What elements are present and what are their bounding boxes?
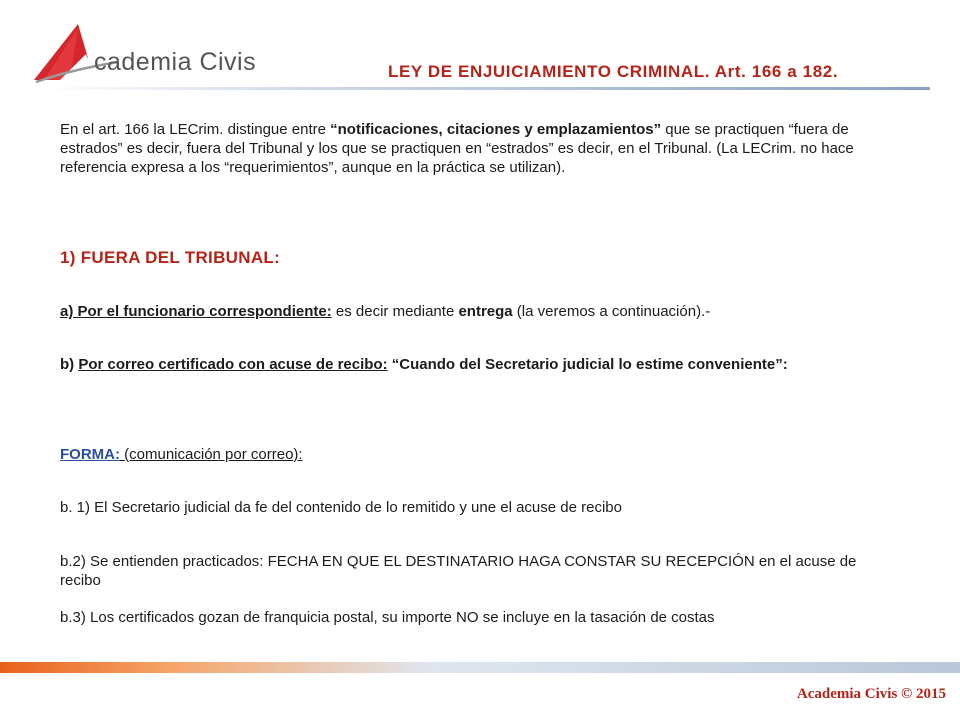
- item-a-text-2: (la veremos a continuación).-: [512, 303, 711, 320]
- intro-bold-terms: “notificaciones, citaciones y emplazamientos”: [330, 121, 662, 138]
- title-divider: [40, 87, 930, 90]
- slide-title: LEY DE ENJUICIAMIENTO CRIMINAL. Art. 166 a 182.: [388, 62, 839, 81]
- intro-paragraph: [60, 120, 880, 177]
- item-b: [60, 355, 880, 374]
- logo-text: cademia Civis: [94, 48, 257, 76]
- intro-text-1: En el art. 166 la LECrim. distingue entre: [60, 121, 331, 138]
- item-b-prefix: b): [60, 356, 79, 373]
- section-heading: 1) FUERA DEL TRIBUNAL:: [60, 248, 281, 267]
- forma-line: [60, 445, 880, 464]
- item-a-label: a) Por el funcionario correspondiente:: [60, 303, 332, 320]
- item-b3: b.3) Los certificados gozan de franquicia postal, su importe NO se incluye en la tasación de costas: [60, 609, 715, 626]
- forma-label: FORMA:: [60, 446, 120, 463]
- item-a-bold: entrega: [458, 303, 513, 320]
- footer-bar: [0, 662, 960, 673]
- item-b1: b. 1) El Secretario judicial da fe del contenido de lo remitido y une el acuse de recibo: [60, 499, 622, 516]
- forma-text: (comunicación por correo):: [120, 446, 303, 463]
- item-a: [60, 302, 880, 321]
- academia-civis-logo: [30, 18, 257, 88]
- intro-text-2: que se practiquen “fuera de estrados” es decir, fuera del Tribunal y los que se practiquen en “estrados” es decir, en el Tribunal. (La LECrim. no hace referencia expresa a los “requerimientos”, aunque en la práctica se utilizan).: [60, 121, 854, 176]
- item-b-label: Por correo certificado con acuse de recibo:: [78, 356, 388, 373]
- item-b2: b.2) Se entienden practicados: FECHA EN QUE EL DESTINATARIO HAGA CONSTAR SU RECEPCIÓN en el acuse de recibo: [60, 553, 857, 589]
- item-a-text-1: es decir mediante: [331, 303, 459, 320]
- footer-copyright: Academia Civis © 2015: [796, 686, 946, 702]
- item-b-quote: “Cuando del Secretario judicial lo estime conveniente”:: [387, 356, 788, 373]
